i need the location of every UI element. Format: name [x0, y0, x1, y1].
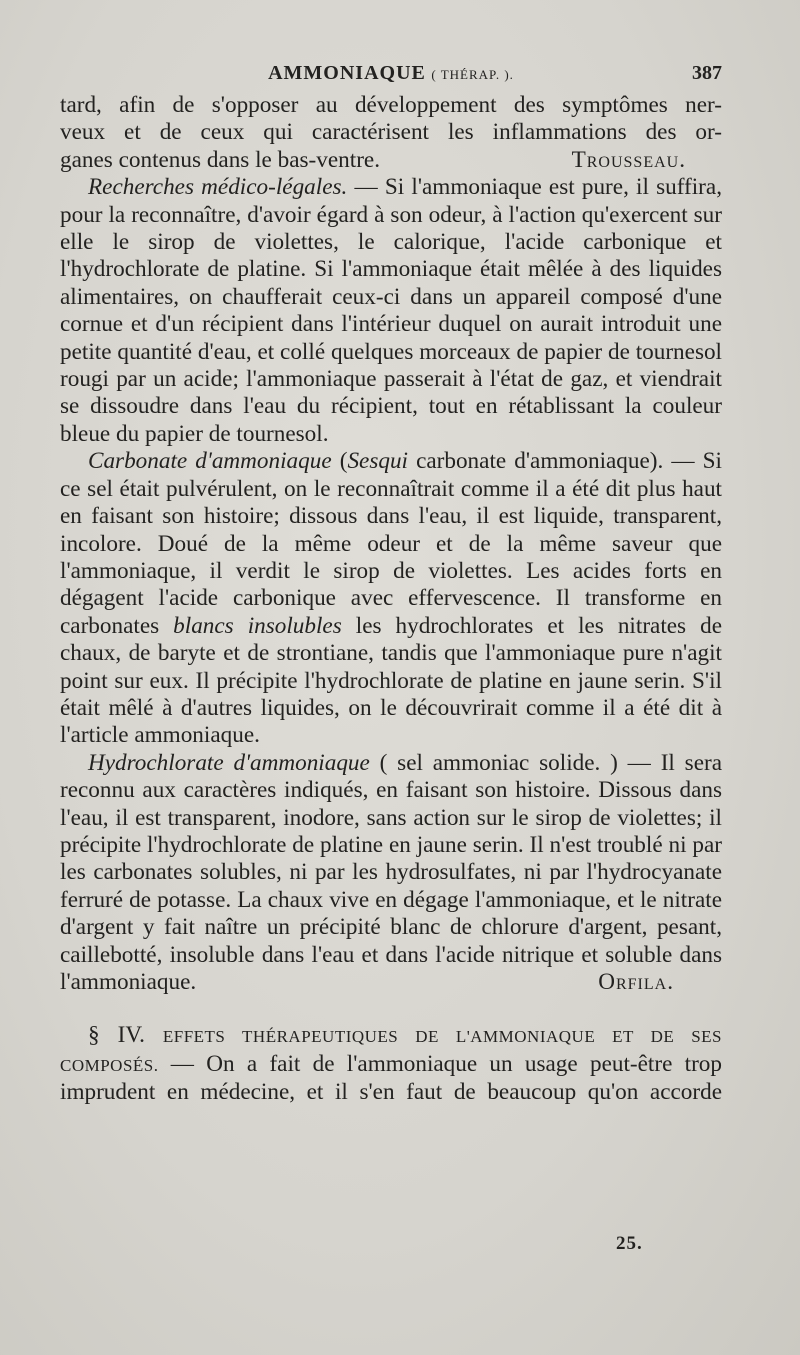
paragraph-hydrochlorate-text: ( sel ammoniac solide. ) — Il sera reconnu aux caractères indiqués, en faisant son histoire. Dissous dans l'eau, il est transparent, inodore, sans action sur le sirop de violettes; il précipite l'hydrochlorate de platine en jaune serin. Il n'est troublé ni par les carbonates solubles, ni par les hydrosulfates, ni par l'hydrocyanate ferruré de potasse. La chaux vive en dégage l'ammoniaque, et le nitrate d'argent y fait naître un précipité blanc de chlorure d'argent, pesant, caillebotté, insoluble dans l'eau et dans l'acide nitrique et soluble dans l'ammoniaque. [60, 749, 722, 995]
continuation-line-3-text: ganes contenus dans le bas-ventre. [60, 146, 381, 173]
section-iv-mark: § IV. [88, 1022, 163, 1049]
body-text [60, 92, 722, 1107]
continuation-line-3 [60, 147, 722, 174]
paragraph-recherches-lead: Recherches médico-légales. [88, 174, 348, 201]
paragraph-carbonate-paren: ( [331, 448, 348, 475]
page-number: 387 [692, 62, 722, 84]
paragraph-carbonate-italic: blancs insolubles [173, 612, 342, 639]
paragraph-recherches-text: — Si l'ammoniaque est pure, il suffira, pour la reconnaître, d'avoir égard à son odeur, à l'action qu'exercent sur elle le sirop de violettes, le calorique, l'acide carbonique et l'hydrochlorate de platine. Si l'ammoniaque était mêlée à des liquides alimentaires, on chaufferait ceux-ci dans un appareil composé d'une cornue et d'un récipient dans l'intérieur duquel on aurait introduit une petite quantité d'eau, et collé quelques morceaux de papier de tournesol rougi par un acide; l'ammoniaque passerait à l'état de gaz, et viendrait se dissoudre dans l'eau du récipient, tout en rétablissant la couleur bleue du papier de tournesol. [60, 174, 722, 447]
section-iv-heading: EFFETS THÉRAPEUTIQUES DE L'AMMONIAQUE ET DE SES COMPOSÉS. [60, 1027, 722, 1075]
running-title-main: AMMONIAQUE [268, 62, 426, 84]
section-spacer [60, 996, 722, 1022]
signature-orfila: Orfila. [598, 969, 674, 995]
paragraph-hydrochlorate-lead: Hydrochlorate d'ammoniaque [88, 749, 370, 776]
signature-trousseau: Trousseau. [571, 146, 686, 173]
paragraph-carbonate-text-b: les hydrochlorates et les nitrates de chaux, de baryte et de strontiane, tandis que l'ammoniaque pure n'agit point sur eux. Il précipite l'hydrochlorate de platine en jaune serin. S'il était mêlé à d'autres liquides, on le découvrirait comme il a été dit à l'article ammoniaque. [60, 612, 722, 749]
paragraph-carbonate [60, 448, 722, 749]
paragraph-carbonate-paren-rest: carbonate d'ammoniaque). [407, 448, 664, 475]
continuation-line-2: veux et de ceux qui caractérisent les inflammations des or- [60, 119, 722, 146]
paragraph-recherches [60, 174, 722, 448]
paragraph-carbonate-lead: Carbonate d'ammoniaque [88, 448, 332, 475]
paragraph-hydrochlorate [60, 750, 722, 997]
running-title-sub: ( THÉRAP. ). [431, 67, 514, 82]
section-iv [60, 1022, 722, 1106]
paragraph-carbonate-text-a: — Si ce sel était pulvérulent, on le reconnaîtrait comme il a été dit plus haut en faisant son histoire; dissous dans l'eau, il est liquide, transparent, incolore. Doué de la même odeur et de la même saveur que l'ammoniaque, il verdit le sirop de violettes. Les acides forts en dégagent l'acide carbonique avec effervescence. Il transforme en carbonates [60, 448, 722, 639]
running-title [60, 62, 722, 85]
section-iv-text: — On a fait de l'ammoniaque un usage peut-être trop imprudent en médecine, et il s'en faut de beaucoup qu'on accorde [60, 1050, 722, 1106]
running-header [60, 62, 722, 92]
continuation-line-1: tard, afin de s'opposer au développement des symptômes ner- [60, 92, 722, 118]
paragraph-carbonate-sesqui: Sesqui [347, 448, 408, 475]
printer-signature-mark: 25. [616, 1233, 643, 1254]
